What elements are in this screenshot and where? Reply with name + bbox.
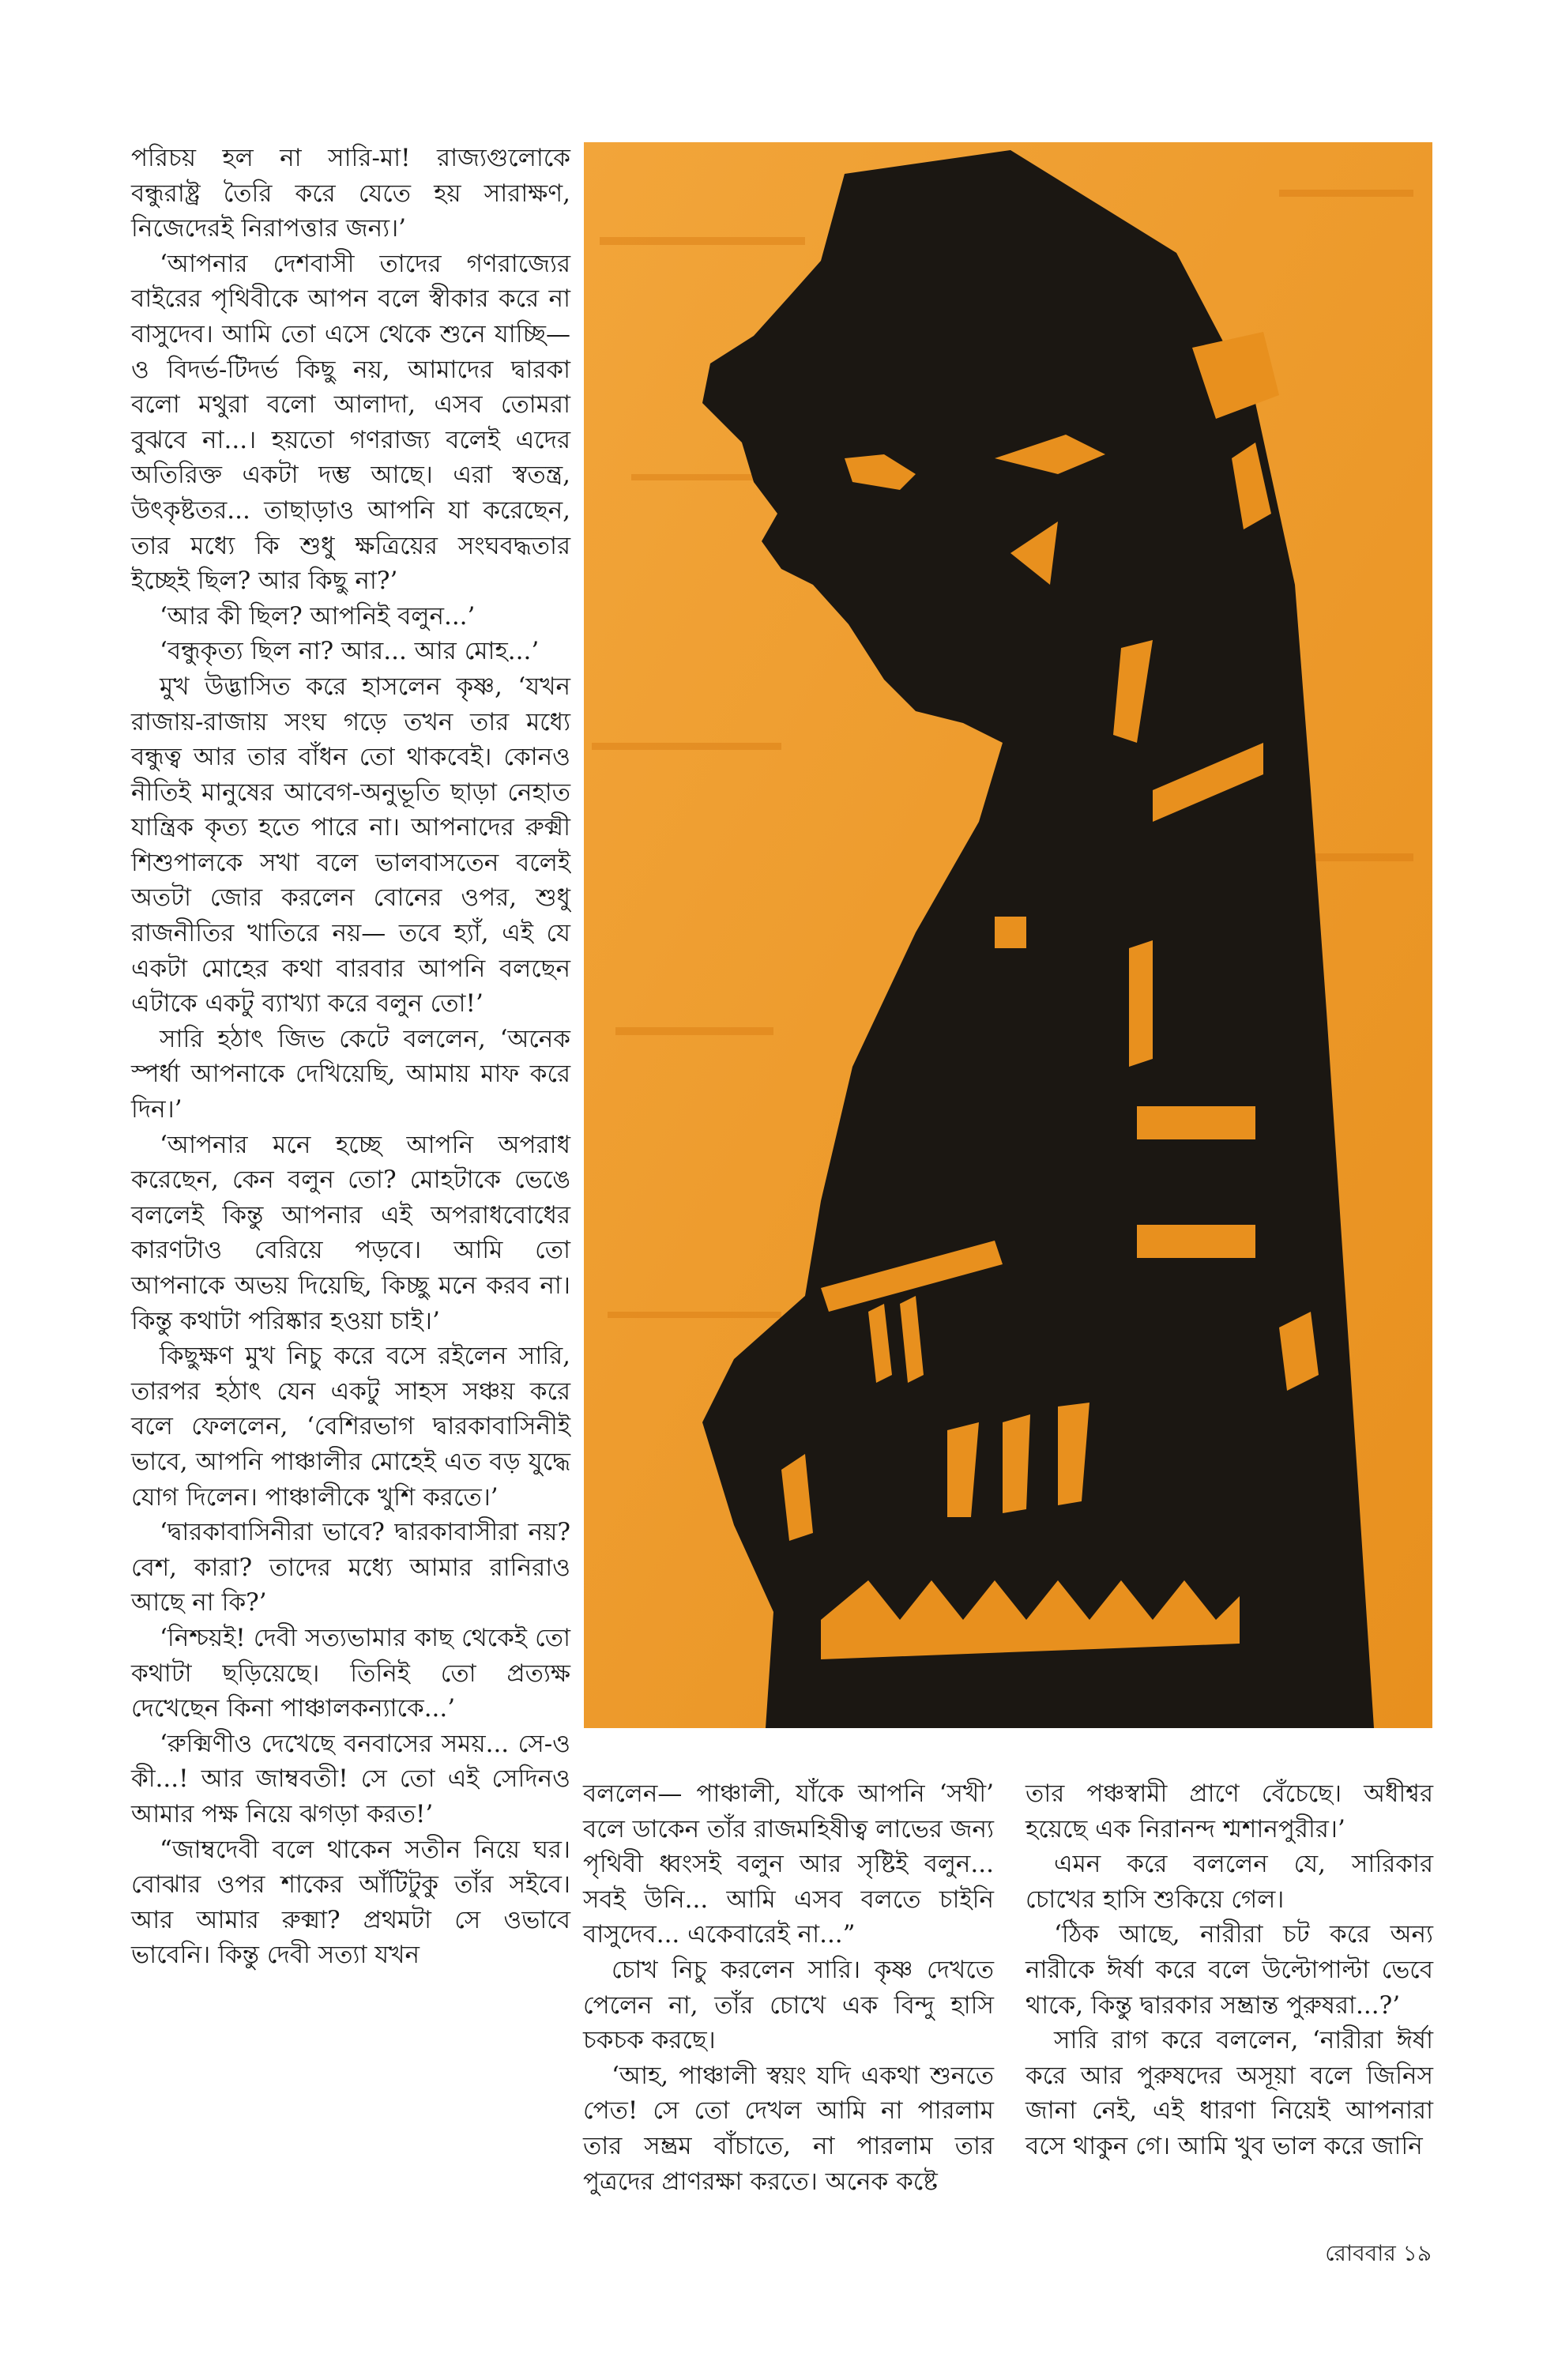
paragraph: সারি হঠাৎ জিভ কেটে বললেন, ‘অনেক স্পর্ধা আপনাকে দেখিয়েছি, আমায় মাফ করে দিন।’ <box>131 1024 570 1124</box>
paragraph: পরিচয় হল না সারি-মা! রাজ্যগুলোকে বন্ধুরাষ্ট্র তৈরি করে যেতে হয় সারাক্ষণ, নিজেদেরই নিরাপত্তার জন্য।’ <box>131 144 570 243</box>
paragraph: ‘নিশ্চয়ই! দেবী সত্যভামার কাছ থেকেই তো কথাটা ছড়িয়েছে। তিনিই তো প্রত্যক্ষ দেখেছেন কিনা পাঞ্চালকন্যাকে...’ <box>131 1623 570 1723</box>
paragraph: চোখ নিচু করলেন সারি। কৃষ্ণ দেখতে পেলেন না, তাঁর চোখে এক বিন্দু হাসি চকচক করছে। <box>583 1955 994 2055</box>
text-column-left <box>131 141 570 1973</box>
illustration-woman-silhouette <box>584 142 1432 1728</box>
paragraph: ‘আর কী ছিল? আপনিই বলুন...’ <box>160 601 476 631</box>
paragraph: তার পঞ্চস্বামী প্রাণে বেঁচেছে। অধীশ্বর হয়েছে এক নিরানন্দ শ্মশানপুরীর।’ <box>1025 1779 1433 1843</box>
paragraph: ‘আপনার মনে হচ্ছে আপনি অপরাধ করেছেন, কেন বলুন তো? মোহটাকে ভেঙে বললেই কিন্তু আপনার এই অপরাধবোধের কারণটাও বেরিয়ে পড়বে। আমি তো আপনাকে অভয় দিয়েছি, কিচ্ছু মনে করব না। কিন্তু কথাটা পরিষ্কার হওয়া চাই।’ <box>131 1130 570 1335</box>
paragraph: ‘রুক্মিণীও দেখেছে বনবাসের সময়... সে-ও কী...! আর জাম্ববতী! সে তো এই সেদিনও আমার পক্ষ নিয়ে ঝগড়া করত!’ <box>131 1729 570 1828</box>
paragraph: ‘দ্বারকাবাসিনীরা ভাবে? দ্বারকাবাসীরা নয়? বেশ, কারা? তাদের মধ্যে আমার রানিরাও আছে না কি?’ <box>131 1518 570 1617</box>
paragraph: ‘বন্ধুকৃত্য ছিল না? আর... আর মোহ...’ <box>160 637 540 666</box>
paragraph: কিছুক্ষণ মুখ নিচু করে বসে রইলেন সারি, তারপর হঠাৎ যেন একটু সাহস সঞ্চয় করে বলে ফেললেন, ‘বেশিরভাগ দ্বারকাবাসিনীই ভাবে, আপনি পাঞ্চালীর মোহেই এত বড় যুদ্ধে যোগ দিলেন। পাঞ্চালীকে খুশি করতে।’ <box>131 1342 570 1512</box>
paragraph: এমন করে বললেন যে, সারিকার চোখের হাসি শুকিয়ে গেল। <box>1025 1850 1433 1914</box>
paragraph: সারি রাগ করে বললেন, ‘নারীরা ঈর্ষা করে আর পুরুষদের অসূয়া বলে জিনিস জানা নেই, এই ধারণা নিয়েই আপনারা বসে থাকুন গে। আমি খুব ভাল করে জানি <box>1025 2026 1433 2160</box>
page-folio: রোববার ১৯ <box>1325 2240 1432 2266</box>
text-column-right <box>1025 1776 1433 2164</box>
text-column-middle <box>583 1776 994 2199</box>
paragraph: ‘আপনার দেশবাসী তাদের গণরাজ্যের বাইরের পৃথিবীকে আপন বলে স্বীকার করে না বাসুদেব। আমি তো এসে থেকে শুনে যাচ্ছি— ও বিদর্ভ-টিদর্ভ কিছু নয়, আমাদের দ্বারকা বলো মথুরা বলো আলাদা, এসব তোমরা বুঝবে না...। হয়তো গণরাজ্য বলেই এদের অতিরিক্ত একটা দম্ভ আছে। এরা স্বতন্ত্র, উৎকৃষ্টতর... তাছাড়াও আপনি যা করেছেন, তার মধ্যে কি শুধু ক্ষত্রিয়ের সংঘবদ্ধতার ইচ্ছেই ছিল? আর কিছু না?’ <box>131 249 570 596</box>
paragraph: বললেন— পাঞ্চালী, যাঁকে আপনি ‘সখী’ বলে ডাকেন তাঁর রাজমহিষীত্ব লাভের জন্য পৃথিবী ধ্বংসই বলুন আর সৃষ্টিই বলুন... সবই উনি... আমি এসব বলতে চাইনি বাসুদেব... একেবারেই না...” <box>583 1779 994 1949</box>
paragraph: মুখ উদ্ভাসিত করে হাসলেন কৃষ্ণ, ‘যখন রাজায়-রাজায় সংঘ গড়ে তখন তার মধ্যে বন্ধুত্ব আর তার বাঁধন তো থাকবেই। কোনও নীতিই মানুষের আবেগ-অনুভূতি ছাড়া নেহাত যান্ত্রিক কৃত্য হতে পারে না। আপনাদের রুক্মী শিশুপালকে সখা বলে ভালবাসতেন বলেই অতটা জোর করলেন বোনের ওপর, শুধু রাজনীতির খাতিরে নয়— তবে হ্যাঁ, এই যে একটা মোহের কথা বারবার আপনি বলছেন এটাকে একটু ব্যাখ্যা করে বলুন তো!’ <box>131 672 570 1019</box>
paragraph: ‘ঠিক আছে, নারীরা চট করে অন্য নারীকে ঈর্ষা করে বলে উল্টোপাল্টা ভেবে থাকে, কিন্তু দ্বারকার সম্ভ্রান্ত পুরুষরা...?’ <box>1025 1920 1433 2020</box>
paragraph: ‘আহ, পাঞ্চালী স্বয়ং যদি একথা শুনতে পেত! সে তো দেখল আমি না পারলাম তার সম্ভ্রম বাঁচাতে, না পারলাম তার পুত্রদের প্রাণরক্ষা করতে। অনেক কষ্টে <box>583 2061 994 2196</box>
paragraph: “জাম্বদেবী বলে থাকেন সতীন নিয়ে ঘর। বোঝার ওপর শাকের আঁটিটুকু তাঁর সইবে। আর আমার রুক্মা? প্রথমটা সে ওভাবে ভাবেনি। কিন্তু দেবী সত্যা যখন <box>131 1835 570 1970</box>
